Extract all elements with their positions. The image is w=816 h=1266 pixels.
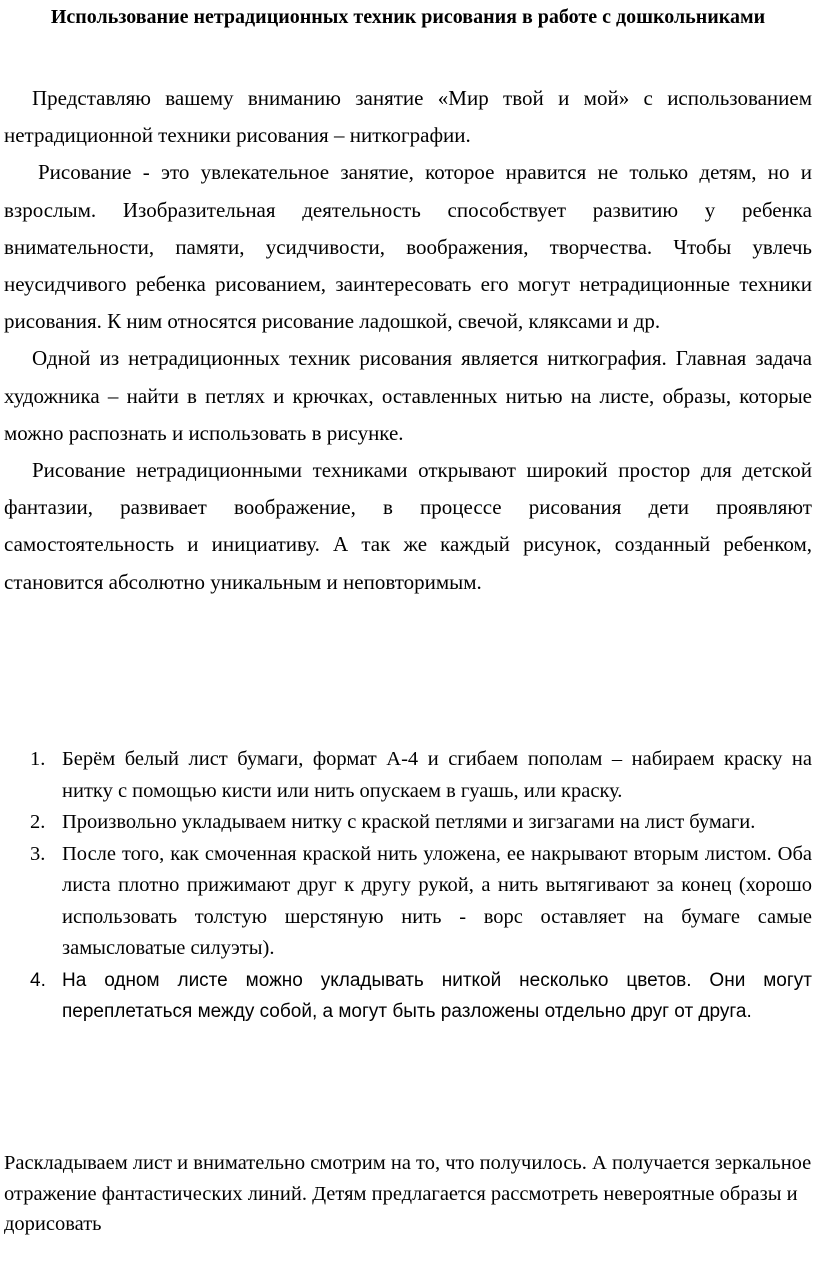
list-item (0, 807, 812, 839)
paragraph-threadography: Одной из нетрадиционных техник рисования является ниткография. Главная задача художника – найти в петлях и крючках, оставленных нитью на листе, образы, которые можно распознать и использовать в рисунке. (4, 346, 812, 445)
list-item-number: 1. (30, 748, 46, 770)
paragraph-intro: Представляю вашему вниманию занятие «Мир твой и мой» с использованием нетрадиционной техники рисования – ниткографии. (4, 86, 812, 148)
list-item-number: 4. (30, 969, 46, 991)
steps-list (0, 744, 812, 1028)
paragraph-drawing: Рисование - это увлекательное занятие, которое нравится не только детям, но и взрослым. Изобразительная деятельность способствует развитию у ребенка внимательности, памяти, усидчивости, воображения, творчества. Чтобы увлечь неусидчивого ребенка рисованием, заинтересовать его могут нетрадиционные техники рисования. К ним относятся рисование ладошкой, свечой, кляксами и др. (4, 160, 812, 334)
list-item-number: 3. (30, 842, 46, 865)
closing-paragraph: Раскладываем лист и внимательно смотрим на то, что получилось. А получается зеркальное отражение фантастических линий. Детям предлагается рассмотреть невероятные образы и дорисовать (4, 1152, 812, 1235)
list-item-number: 2. (30, 811, 46, 833)
document-body (4, 80, 812, 601)
paragraph-fantasy: Рисование нетрадиционными техниками открывают широкий простор для детской фантазии, развивает воображение, в процессе рисования дети проявляют самостоятельность и инициативу. А так же каждый рисунок, созданный ребенком, становится абсолютно уникальным и неповторимым. (4, 458, 812, 594)
list-item (0, 744, 812, 807)
document-title: Использование нетрадиционных техник рисования в работе с дошкольниками (50, 6, 766, 28)
list-item-text: На одном листе можно укладывать ниткой несколько цветов. Они могут переплетаться между собой, а могут быть разложены отдельно друг от друга. (62, 969, 812, 1022)
list-item-text: Произвольно укладываем нитку с краской петлями и зигзагами на лист бумаги. (62, 811, 756, 833)
list-item (0, 965, 812, 1028)
list-item-text: После того, как смоченная краской нить уложена, ее накрывают вторым листом. Оба листа плотно прижимают друг к другу рукой, а нить вытягивают за конец (хорошо использовать толстую шерстяную нить - ворс оставляет на бумаге самые замысловатые силуэты). (62, 842, 812, 959)
list-item-text: Берём белый лист бумаги, формат А-4 и сгибаем пополам – набираем краску на нитку с помощью кисти или нить опускаем в гуашь, или краску. (62, 748, 812, 802)
list-item (0, 839, 812, 965)
